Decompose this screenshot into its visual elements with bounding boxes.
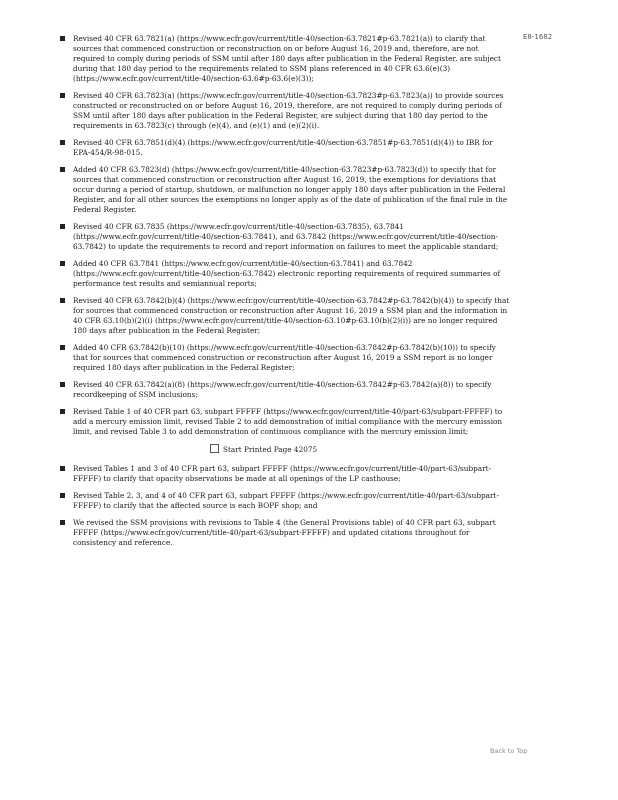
printed-page-marker	[210, 444, 512, 455]
bullet-icon	[60, 298, 65, 303]
bullet-icon	[60, 261, 65, 266]
list-item	[60, 222, 512, 252]
bullet-icon	[60, 382, 65, 387]
list-item	[60, 518, 512, 548]
bullet-icon	[60, 520, 65, 525]
item-text: Revised 40 CFR 63.7835 (https://www.ecfr.gov/current/title-40/section-63.7835), 63.7841 (https://www.ecfr.gov/current/title-40/section-63.7841), and 63.7842 (https://www.ecfr.gov/current/title-40/section-63.7842) to update the requirements to record and report information on failures to meet the applicable standard;	[73, 222, 499, 251]
item-text: Revised Table 2, 3, and 4 of 40 CFR part 63, subpart FFFFF (https://www.ecfr.gov/current/title-40/part-63/subpart-FFFFF) to clarify that the affected source is each BOPF shop; and	[73, 491, 499, 510]
list-item	[60, 343, 512, 373]
list-item	[60, 138, 512, 158]
bullet-icon	[60, 466, 65, 471]
item-text: Revised Tables 1 and 3 of 40 CFR part 63, subpart FFFFF (https://www.ecfr.gov/current/title-40/part-63/subpart-FFFFF) to clarify that opacity observations be made at all openings of the LP casthouse;	[73, 464, 492, 483]
amendment-list	[60, 34, 512, 555]
item-text: Revised 40 CFR 63.7842(a)(8) (https://www.ecfr.gov/current/title-40/section-63.7842#p-63.7842(a)(8)) to specify recordkeeping of SSM inclusions;	[73, 380, 492, 399]
list-item	[60, 259, 512, 289]
bullet-icon	[60, 493, 65, 498]
bullet-icon	[60, 167, 65, 172]
item-text: Revised 40 CFR 63.7821(a) (https://www.ecfr.gov/current/title-40/section-63.7821#p-63.7821(a)) to clarify that sources that commenced construction or reconstruction on or before August 16, 2019 and, therefore, are not required to comply during periods of SSM until after 180 days after publication in the Federal Register, are subject during that 180 day period to the requirements related to SSM plans referenced in 40 CFR 63.6(e)(3) (https://www.ecfr.gov/current/title-40/section-63.6#p-63.6(e)(3));	[73, 34, 501, 83]
item-text: Added 40 CFR 63.7823(d) (https://www.ecfr.gov/current/title-40/section-63.7823#p-63.7823(d)) to specify that for sources that commenced construction or reconstruction after August 16, 2019, the exemptions for deviations that occur during a period of startup, shutdown, or malfunction no longer apply 180 days after publication in the Federal Register, and for all other sources the exemptions no longer apply as of the date of publication of the final rule in the Federal Register.	[73, 165, 508, 214]
list-item	[60, 165, 512, 215]
item-text: Revised 40 CFR 63.7842(b)(4) (https://www.ecfr.gov/current/title-40/section-63.7842#p-63.7842(b)(4)) to specify that for sources that commenced construction or reconstruction after August 16, 2019 a SSM plan and the information in 40 CFR 63.10(b)(2)(i) (https://www.ecfr.gov/current/title-40/section-63.10#p-63.10(b)(2)(i)) are no longer required 180 days after publication in the Federal Register;	[73, 296, 510, 335]
list-item	[60, 380, 512, 400]
item-text: Added 40 CFR 63.7841 (https://www.ecfr.gov/current/title-40/section-63.7841) and 63.7842 (https://www.ecfr.gov/current/title-40/section-63.7842) electronic reporting requirements of required summaries of performance test results and semiannual reports;	[73, 259, 501, 288]
bullet-icon	[60, 140, 65, 145]
item-text: We revised the SSM provisions with revisions to Table 4 (the General Provisions table) of 40 CFR part 63, subpart FFFFF (https://www.ecfr.gov/current/title-40/part-63/subpart-FFFFF) and updated citations throughout for consistency and reference.	[73, 518, 496, 547]
list-item	[60, 91, 512, 131]
page-marker-icon	[210, 444, 219, 453]
item-text: Revised 40 CFR 63.7851(d)(4) (https://www.ecfr.gov/current/title-40/section-63.7851#p-63.7851(d)(4)) to IBR for EPA-454/R-98-015.	[73, 138, 493, 157]
bullet-icon	[60, 36, 65, 41]
page-marker-text: Start Printed Page 42075	[223, 445, 318, 454]
list-item	[60, 464, 512, 484]
back-to-top-link[interactable]: Back to Top	[490, 747, 528, 755]
list-item	[60, 491, 512, 511]
bullet-icon	[60, 224, 65, 229]
document-id: E8-1682	[523, 33, 553, 41]
list-item	[60, 296, 512, 336]
bullet-icon	[60, 345, 65, 350]
item-text: Revised Table 1 of 40 CFR part 63, subpart FFFFF (https://www.ecfr.gov/current/title-40/part-63/subpart-FFFFF) to add a mercury emission limit, revised Table 2 to add demonstration of initial compliance with the mercury emission limit, and revised Table 3 to add demonstration of continuous compliance with the mercury emission limit;	[73, 407, 503, 436]
item-text: Revised 40 CFR 63.7823(a) (https://www.ecfr.gov/current/title-40/section-63.7823#p-63.7823(a)) to provide sources constructed or reconstructed on or before August 16, 2019, therefore, are not required to comply during periods of SSM until after 180 days after publication in the Federal Register, are subject during that 180 day period to the requirements in 63.7823(c) through (e)(4), and (e)(1) and (e)(2)(i).	[73, 91, 504, 130]
item-text: Added 40 CFR 63.7842(b)(10) (https://www.ecfr.gov/current/title-40/section-63.7842#p-63.7842(b)(10)) to specify that for sources that commenced construction or reconstruction after August 16, 2019 a SSM report is no longer required 180 days after publication in the Federal Register;	[73, 343, 496, 372]
bullet-icon	[60, 93, 65, 98]
list-item	[60, 407, 512, 437]
list-item	[60, 34, 512, 84]
bullet-icon	[60, 409, 65, 414]
